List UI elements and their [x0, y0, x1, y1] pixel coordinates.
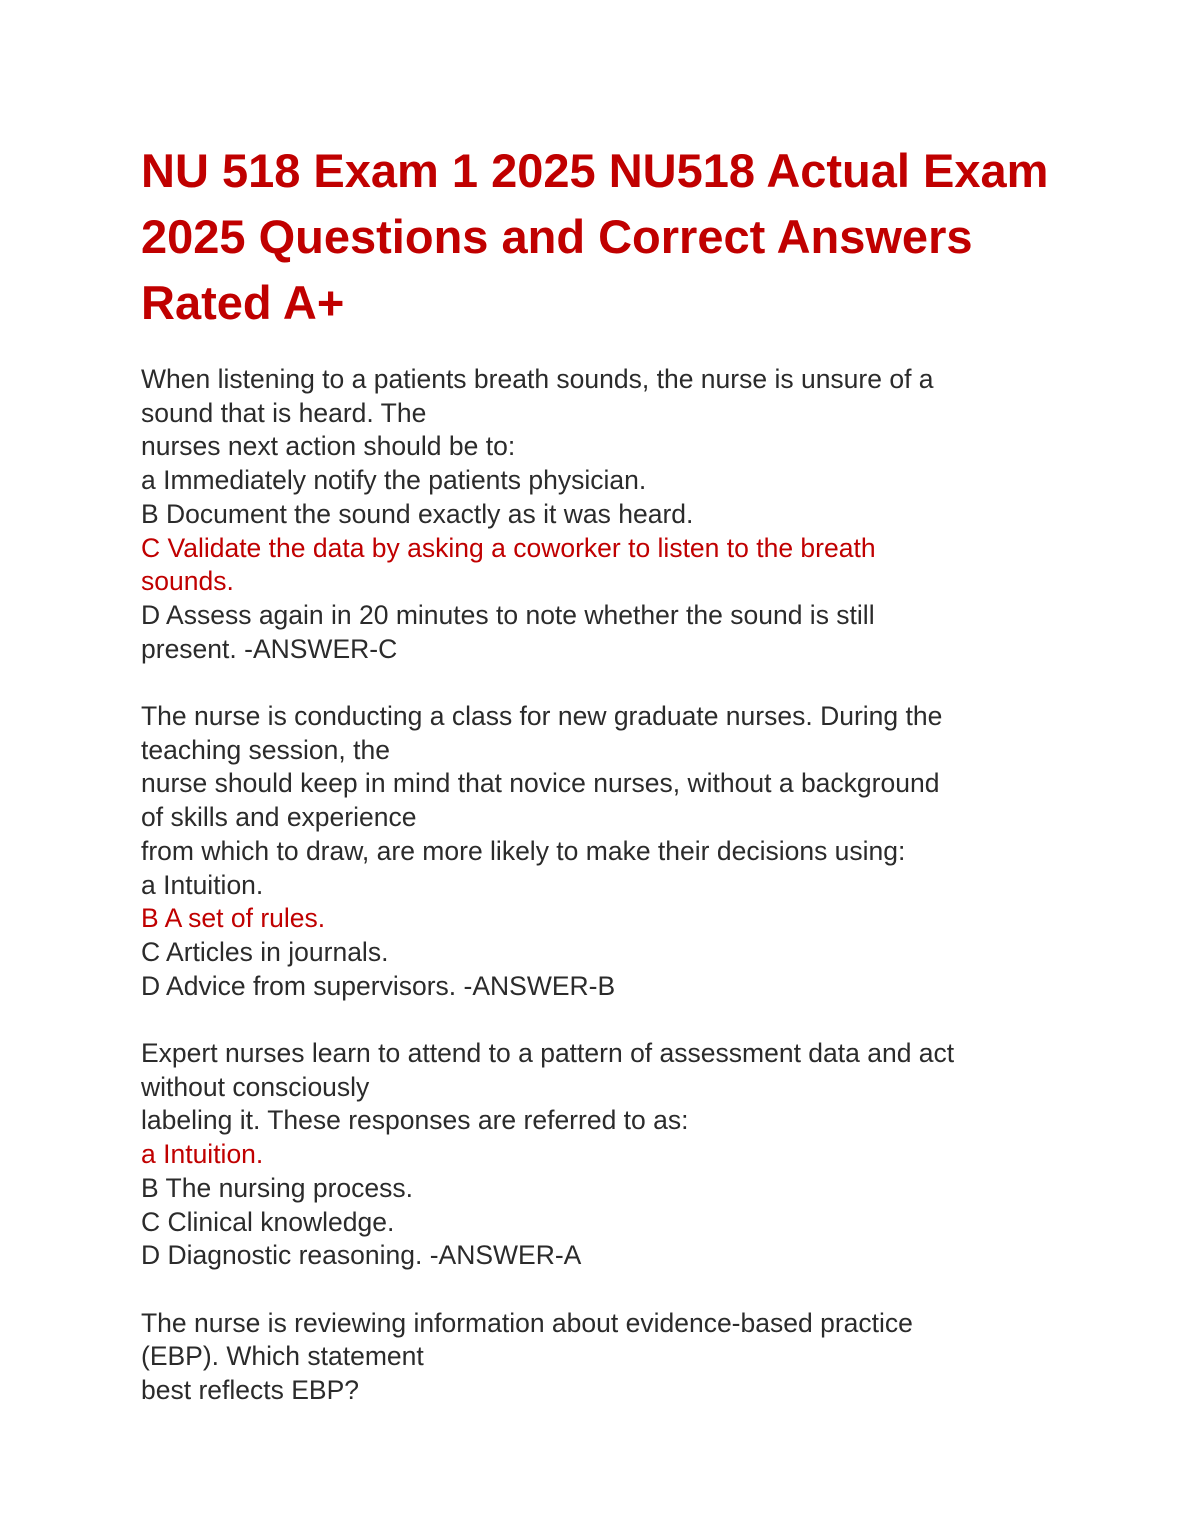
option-c: C Articles in journals.: [141, 936, 389, 967]
spacer: [141, 1273, 1061, 1307]
questions-body: [141, 363, 1061, 1408]
title-line: NU 518 Exam 1 2025 NU518 Actual Exam: [141, 144, 1049, 197]
question-stem-line: from which to draw, are more likely to make their decisions using:: [141, 835, 906, 866]
spacer: [141, 666, 1061, 700]
question-stem-line: labeling it. These responses are referred to as:: [141, 1105, 689, 1136]
question-stem-line: sound that is heard. The: [141, 397, 427, 428]
option-b: B The nursing process.: [141, 1172, 414, 1203]
question-1: [141, 363, 1061, 666]
question-stem-line: teaching session, the: [141, 734, 390, 765]
option-d-answer: D Advice from supervisors. -ANSWER-B: [141, 970, 616, 1001]
question-stem-line: of skills and experience: [141, 802, 417, 833]
option-b: B Document the sound exactly as it was heard.: [141, 498, 694, 529]
question-stem-line: The nurse is conducting a class for new graduate nurses. During the: [141, 701, 943, 732]
option-a: a Intuition.: [141, 869, 264, 900]
question-stem-line: Expert nurses learn to attend to a pattern of assessment data and act: [141, 1038, 955, 1069]
question-stem-line: (EBP). Which statement: [141, 1341, 424, 1372]
question-stem-line: nurse should keep in mind that novice nurses, without a background: [141, 768, 940, 799]
title-line: Rated A+: [141, 276, 345, 329]
title-line: 2025 Questions and Correct Answers: [141, 210, 973, 263]
question-stem-line: nurses next action should be to:: [141, 431, 516, 462]
option-d-answer: D Diagnostic reasoning. -ANSWER-A: [141, 1240, 582, 1271]
option-a: a Immediately notify the patients physician.: [141, 465, 647, 496]
option-a-correct: a Intuition.: [141, 1139, 264, 1170]
question-stem-line: When listening to a patients breath sounds, the nurse is unsure of a: [141, 364, 934, 394]
document-content: [141, 138, 1061, 1408]
spacer: [141, 1003, 1061, 1037]
option-c-correct: C Validate the data by asking a coworker to listen to the breath: [141, 532, 876, 563]
option-d: D Assess again in 20 minutes to note whether the sound is still: [141, 599, 875, 630]
question-4: [141, 1307, 1061, 1408]
option-d-answer: present. -ANSWER-C: [141, 633, 398, 664]
option-c: C Clinical knowledge.: [141, 1206, 395, 1237]
option-c-correct: sounds.: [141, 566, 234, 597]
question-3: [141, 1037, 1061, 1273]
option-b-correct: B A set of rules.: [141, 903, 326, 934]
document-title: [141, 138, 1061, 336]
question-stem-line: The nurse is reviewing information about evidence-based practice: [141, 1307, 913, 1338]
question-stem-line: best reflects EBP?: [141, 1375, 359, 1406]
question-2: [141, 700, 1061, 1003]
question-stem-line: without consciously: [141, 1071, 370, 1102]
